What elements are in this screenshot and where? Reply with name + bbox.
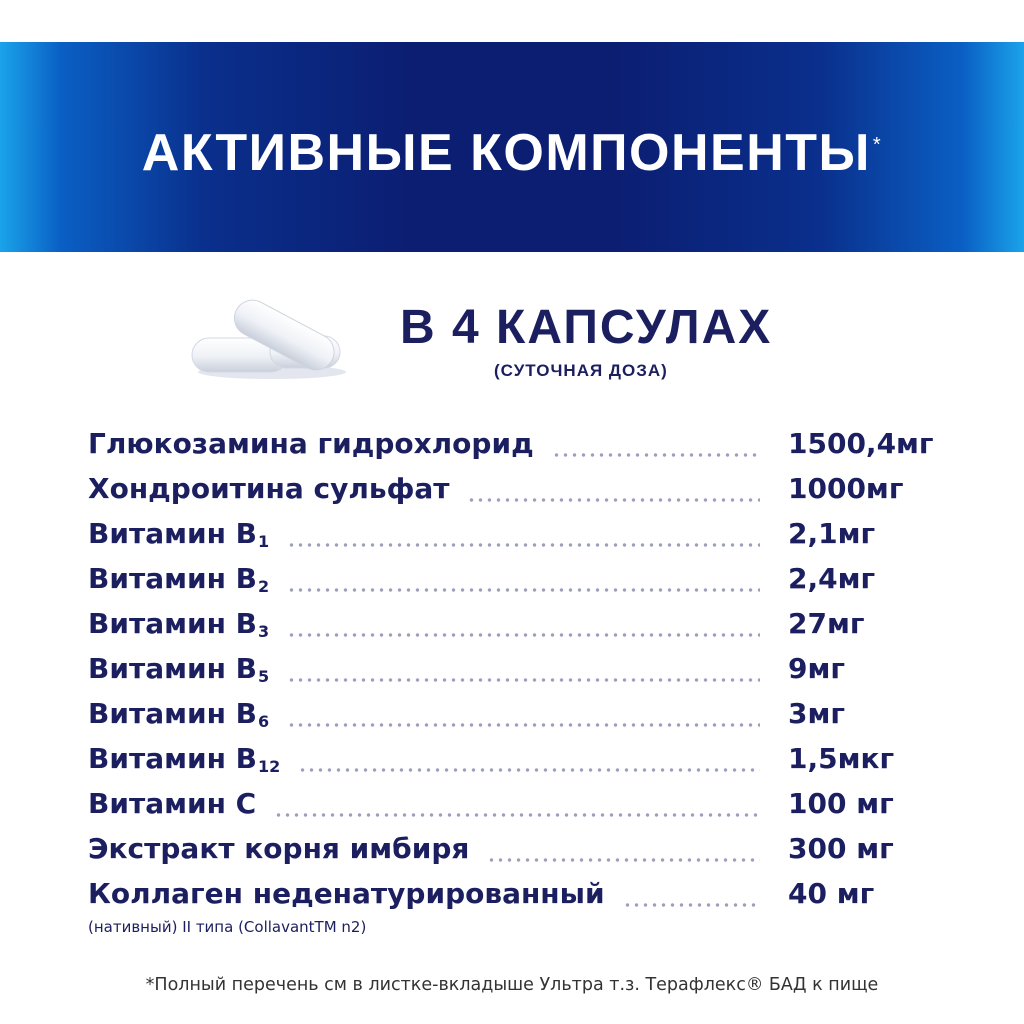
title-asterisk: * [872,134,883,156]
ingredient-name-text: Витамин В [88,607,258,640]
ingredient-row [88,512,948,556]
ingredient-value: 1,5мкг [788,742,895,775]
ingredient-row [88,692,948,736]
capsules-icon [190,292,350,382]
ingredient-name [88,557,269,605]
dot-leader [274,813,760,817]
collagen-note: (нативный) II типа (CollavantTM n2) [88,918,367,936]
ingredient-subscript: 6 [258,712,270,731]
dot-leader [287,723,760,727]
ingredient-value: 2,1мг [788,517,876,550]
ingredient-name [88,827,469,871]
ingredient-name-text: Витамин В [88,742,258,775]
ingredient-value: 1500,4мг [788,427,934,460]
ingredient-name-text: Глюкозамина гидрохлорид [88,427,534,460]
ingredient-name-text: Витамин В [88,562,258,595]
ingredient-name-text: Витамин В [88,697,258,730]
ingredient-row [88,602,948,646]
ingredient-value: 100 мг [788,787,894,820]
ingredient-name [88,872,605,916]
ingredient-row [88,872,948,916]
page-title [0,118,1024,188]
ingredient-name-text: Экстракт корня имбиря [88,832,470,865]
ingredient-row [88,422,948,466]
ingredient-value: 1000мг [788,472,904,505]
ingredient-value: 27мг [788,607,865,640]
ingredient-name [88,692,269,740]
dot-leader [298,768,760,772]
ingredient-row [88,467,948,511]
ingredient-value: 300 мг [788,832,894,865]
ingredient-name [88,782,256,826]
ingredient-name-text: Витамин С [88,787,257,820]
dot-leader [487,858,760,862]
page-title-text: АКТИВНЫЕ КОМПОНЕНТЫ [141,124,871,182]
ingredient-name [88,647,269,695]
dot-leader [287,633,760,637]
ingredient-subscript: 3 [258,622,270,641]
dot-leader [552,453,760,457]
ingredient-name-text: Хондроитина сульфат [88,472,450,505]
dot-leader [287,543,760,547]
ingredient-value: 9мг [788,652,845,685]
ingredient-row [88,737,948,781]
dot-leader [287,588,760,592]
ingredient-row [88,827,948,871]
ingredient-row [88,557,948,601]
ingredient-value: 2,4мг [788,562,876,595]
ingredient-name [88,512,269,560]
ingredient-name-text: Витамин В [88,652,258,685]
ingredient-name-text: Коллаген неденатурированный [88,877,605,910]
ingredient-name [88,602,269,650]
dot-leader [287,678,760,682]
footnote: *Полный перечень см в листке-вкладыше Ультра т.з. Терафлекс® БАД к пище [145,975,879,995]
ingredient-value: 40 мг [788,877,875,910]
ingredient-row [88,647,948,691]
ingredient-row [88,782,948,826]
ingredient-subscript: 2 [258,577,270,596]
ingredient-name [88,467,449,511]
ingredient-subscript: 5 [258,667,270,686]
ingredient-subscript: 1 [258,532,270,551]
ingredient-value: 3мг [788,697,845,730]
dose-title: В 4 КАПСУЛАХ [400,301,773,354]
ingredient-name-text: Витамин В [88,517,258,550]
ingredient-name [88,737,280,785]
dot-leader [467,498,760,502]
dose-subtitle: (СУТОЧНАЯ ДОЗА) [494,361,668,380]
dot-leader [623,903,760,907]
ingredient-name [88,422,534,466]
ingredient-subscript: 12 [258,757,281,776]
